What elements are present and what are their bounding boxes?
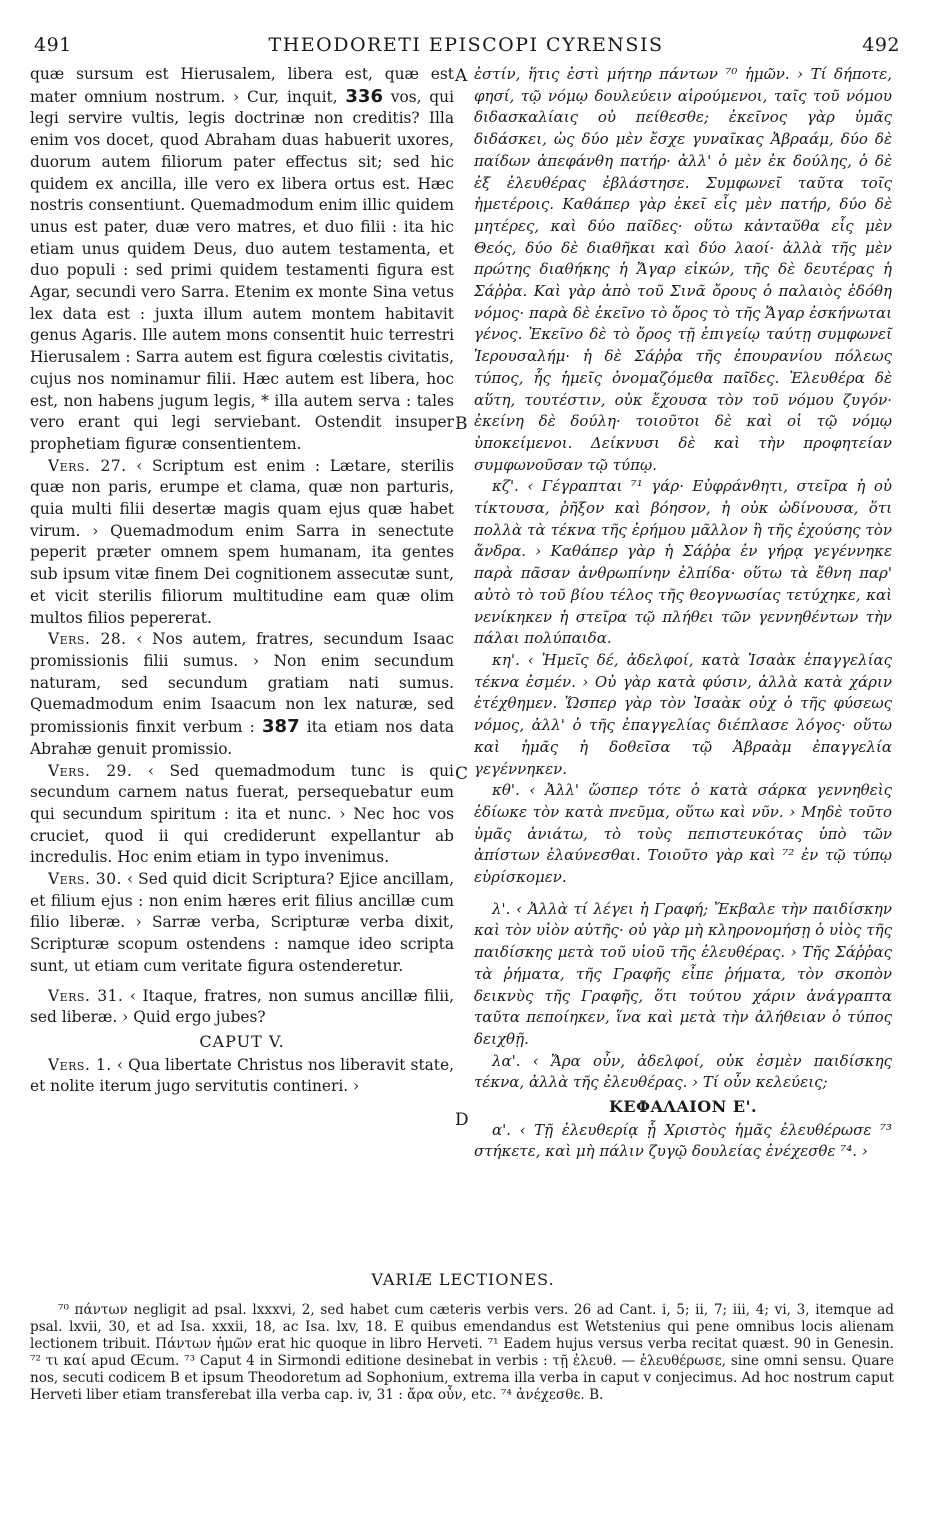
verse-label: Vers. 27. [48,456,127,475]
column-number: 336 [345,85,383,107]
greek-verse-1: α'. ‹ Τῇ ἐλευθερίᾳ ᾗ Χριστὸς ἡμᾶς ἐλευθέρωσε ⁷³ στήκετε, καὶ μὴ πάλιν ζυγῷ δουλείας ἐνέχεσθε ⁷⁴. › [474,1120,892,1161]
latin-verse-31 [30,986,454,1029]
margin-letter-b: B [455,414,468,434]
latin-verse-1 [30,1055,454,1098]
greek-verse-30: λ'. ‹ Ἀλλὰ τί λέγει ἡ Γραφή; Ἔκβαλε τὴν παιδίσκην καὶ τὸν υἱὸν αὐτῆς· οὐ γὰρ μὴ κληρονομήσῃ ὁ υἱὸς τῆς παιδίσκης μετὰ τοῦ υἱοῦ τῆς ἐλευθέρας. › Τῆς Σάῤῥας τὰ ῥήματα, τῆς Γραφῆς εἶπε ῥήματα, τὸν σκοπὸν δεικνὺς τῆς Γραφῆς, ὅτι τούτου χάριν ἀνάγραπτα ταῦτα πεποίηκεν, ἵνα καὶ μετὰ τὴν ἀλήθειαν ὁ τύπος δειχθῇ. [474,899,892,1048]
greek-verse-29: κθ'. ‹ Ἀλλ' ὥσπερ τότε ὁ κατὰ σάρκα γεννηθεὶς ἐδίωκε τὸν κατὰ πνεῦμα, οὕτω καὶ νῦν. › Μηδὲ τοῦτο ὑμᾶς ἀνιάτω, τὸ τοὺς πεπιστευκότας ὑπὸ τῶν ἀπίστων ἐλαύνεσθαι. Τοιοῦτο γὰρ καὶ ⁷² ἐν τῷ τύπῳ εὑρίσκομεν. [474,781,892,887]
margin-letter-a: A [455,66,468,86]
chapter-heading-latin: CAPUT V. [199,1031,285,1051]
column-number: 387 [262,716,300,738]
latin-text: quæ sursum est Hierusalem, libera est, quæ est mater omnium nostrum. › Cur, inquit, [30,65,454,106]
running-title: THEODORETI EPISCOPI CYRENSIS [268,34,664,56]
latin-column [30,64,454,1098]
latin-text: vos, qui legi servire vultis, legis doctrinæ non creditis? Illa enim vos docet, quod Abraham duas habuerit uxores, duorum autem filiorum pater effectus sit; sed hic quidem ex ancilla, ille vero ex libera ortus est. Hæc nostris consentiunt. Quemadmodum enim illic quidem unus est pater, duæ vero matres, et duo filii : ita hic etiam unus quidem Deus, duo autem testamenta, et duo populi : sed primi quidem testamenti figura est Agar, secundi vero Sarra. Etenim ex monte Sina vetus lex data est : juxta illum autem montem habitavit genus Agaris. Ille autem mons consentit huic terrestri Hierusalem : Sarra autem est figura cœlestis civitatis, cujus nos nominamur filii. Hæc autem est libera, hoc est, non habens jugum legis, * illa autem serva : tales vero erant qui legi serviebant. Ostendit insuper prophetiam figuræ consentientem. [30,87,454,453]
variae-lectiones-title: VARIÆ LECTIONES. [371,1270,555,1289]
chapter-heading-greek: ΚΕΦΑΛΑΙΟΝ Ε'. [608,1097,758,1117]
verse-label: Vers. 1. [48,1055,112,1074]
greek-column [474,64,892,1163]
page-header [28,34,904,64]
footnotes [30,1302,894,1404]
verse-label: Vers. 28. [48,630,127,649]
latin-text: ‹ Itaque, fratres, non sumus ancillæ filii, sed liberæ. › Quid ergo jubes? [30,986,454,1027]
latin-text: ‹ Sed quemadmodum tunc is qui secundum carnem natus fuerat, persequebatur eum qui secundum spiritum : ita et nunc. › Nec hoc vos cruciet, quod ii qui crediderunt expellantur ab incredulis. Hoc enim etiam in typo invenimus. [30,761,454,867]
greek-verse-28: κη'. ‹ Ἡμεῖς δέ, ἀδελφοί, κατὰ Ἰσαὰκ ἐπαγγελίας τέκνα ἐσμέν. › Οὐ γὰρ κατὰ φύσιν, ἀλλὰ κατὰ χάριν ἐτέχθημεν. Ὥσπερ γὰρ τὸν Ἰσαὰκ οὐχ ὁ τῆς φύσεως νόμος, ἀλλ' ὁ τῆς ἐπαγγελίας διέπλασε λόγος· οὕτω καὶ ἡμᾶς ἡ δοθεῖσα τῷ Ἀβραὰμ ἐπαγγελία γεγέννηκεν. [474,650,892,778]
latin-text: ‹ Nos autem, fratres, secundum Isaac promissionis filii sumus. › Non enim secundum naturam, sed secundum gratiam nati sumus. Quemadmodum enim Isaacum non lex naturæ, sed promissionis finxit verbum : [30,630,454,737]
latin-text: ‹ Qua libertate Christus nos liberavit state, et nolite iterum jugo servitutis contineri. › [30,1055,454,1096]
footnote-text: ⁷⁰ πάντων negligit ad psal. lxxxvi, 2, sed habet cum cæteris verbis vers. 26 ad Cant. i, 5; ii, 7; iii, 4; vi, 3, itemque ad psal. lxvii, 30, et ad Isa. xxxii, 18, ac Isa. lxv, 18. E quibus emendandus est Wetstenius qui pene omnibus locis alienam lectionem tribuit. Πάντων ἡμῶν erat hic quoque in libro Herveti. ⁷¹ Eadem hujus versus verba recitat quæst. 90 in Genesin. ⁷² τι καί apud Œcum. ⁷³ Caput 4 in Sirmondi editione desinebat in verbis : τῇ ἐλευθ. — ἐλευθέρωσε, sine omni sensu. Quare nos, secuti codicem B et ipsum Theodoretum ad Sophonium, extrema illa verba in caput v conjecimus. Ad hoc nostrum caput Herveti liber etiam transferebat illa verba cap. iv, 31 : ἄρα οὖν, etc. ⁷⁴ ἀνέχεσθε. B. [30,1302,894,1403]
greek-verse-27: κζ'. ‹ Γέγραπται ⁷¹ γάρ· Εὐφράνθητι, στεῖρα ἡ οὐ τίκτουσα, ῥῆξον καὶ βόησον, ἡ οὐκ ὠδίνουσα, ὅτι πολλὰ τὰ τέκνα τῆς ἐρήμου μᾶλλον ἢ τῆς ἐχούσης τὸν ἄνδρα. › Καθάπερ γὰρ ἡ Σάῤῥα ἐν γήρᾳ γεγέννηκε παρὰ πᾶσαν ἀνθρωπίνην ἐλπίδα· οὕτω τὰ ἔθνη παρ' αὐτὸ τὸ τοῦ βίου τέλος τῆς θεογνωσίας τετύχηκε, καὶ νενίκηκεν ἡ στεῖρα τῷ πλήθει τῶν γεννηθέντων τὴν πάλαι πολύπαιδα. [474,477,892,648]
latin-text: ‹ Sed quid dicit Scriptura? Ejice ancillam, et filium ejus : non enim hæres erit filius ancillæ cum filio liberæ. › Sarræ verba, Scripturæ verba dixit, Scripturæ scopum ostendens : namque ideo scripta sunt, ut etiam cum veritate figura ostenderetur. [30,870,454,975]
margin-letter-c: C [455,764,469,784]
latin-verse-27 [30,456,454,630]
verse-label: Vers. 29. [48,761,133,780]
verse-label: Vers. 30. [48,870,122,889]
page-number-left: 491 [34,34,72,56]
latin-text: ita etiam nos data Abrahæ genuit promissio. [30,718,454,758]
margin-letter-d: D [455,1110,469,1130]
latin-text: ‹ Scriptum est enim : Lætare, sterilis quæ non paris, erumpe et clama, quæ non parturis, quia multi filii desertæ magis quam ejus quæ habet virum. › Quemadmodum enim Sarra in senectute peperit præter omnem spem humanam, ita gentes sub ipsum vitæ finem Dei cognitionem assecutæ sunt, et vicit sterilis filiorum multitudine eam quæ olim multos filios pepererat. [30,456,454,627]
latin-verse-29 [30,761,454,870]
latin-verse-28 [30,629,454,760]
latin-verse-30 [30,869,454,978]
page-number-right: 492 [862,34,900,56]
greek-paragraph: ἐστίν, ἥτις ἐστὶ μήτηρ πάντων ⁷⁰ ἡμῶν. › Τί δήποτε, φησί, τῷ νόμῳ δουλεύειν αἱρούμενοι, ταῖς τοῦ νόμου διδασκαλίαις οὐ πείθεσθε; ἐκεῖνος γὰρ ὑμᾶς διδάσκει, ὡς δύο μὲν ἔσχε γυναῖκας Ἀβραάμ, δύο δὲ παίδων ἀπεφάνθη πατήρ· ἀλλ' ὁ μὲν ἐκ δούλης, ὁ δὲ ἐξ ἐλευθέρας ἐβλάστησε. Συμφωνεῖ ταῦτα τοῖς ἡμετέροις. Καθάπερ γὰρ ἐκεῖ εἷς μὲν πατήρ, δύο δὲ μητέρες, καὶ δύο παῖδες· οὕτω κἀνταῦθα εἷς μὲν Θεός, δύο δὲ διαθῆκαι καὶ δύο λαοί· ἀλλὰ τῆς μὲν πρώτης διαθήκης ἡ Ἄγαρ εἰκών, τῆς δὲ δευτέρας ἡ Σάῤῥα. Καὶ γὰρ ἀπὸ τοῦ Σινᾶ ὄρους ὁ παλαιὸς ἐδόθη νόμος· παρὰ δὲ ἐκεῖνο τὸ ὄρος τὸ τῆς Ἄγαρ ἐσκήνωται γένος. Ἐκεῖνο δὲ τὸ ὄρος τῇ ἐπιγείῳ ταύτῃ συμφωνεῖ Ἱερουσαλήμ· ἡ δὲ Σάῤῥα τῆς ἐπουρανίου πόλεως τύπος, ἧς ἡμεῖς ὀνομαζόμεθα παῖδες. Ἐλευθέρα δὲ αὕτη, τουτέστιν, οὐκ ἔχουσα τὸν τοῦ νόμου ζυγόν· ἐκείνη δὲ δούλη· τοιοῦτοι δὲ καὶ οἱ τῷ νόμῳ ὑποκείμενοι. Δείκνυσι δὲ καὶ τὴν προφητείαν συμφωνοῦσαν τῷ τύπῳ. [474,65,892,474]
latin-paragraph [30,64,454,456]
verse-label: Vers. 31. [48,986,124,1005]
greek-verse-31: λα'. ‹ Ἄρα οὖν, ἀδελφοί, οὐκ ἐσμὲν παιδίσκης τέκνα, ἀλλὰ τῆς ἐλευθέρας. › Τί οὖν κελεύεις; [474,1051,892,1092]
